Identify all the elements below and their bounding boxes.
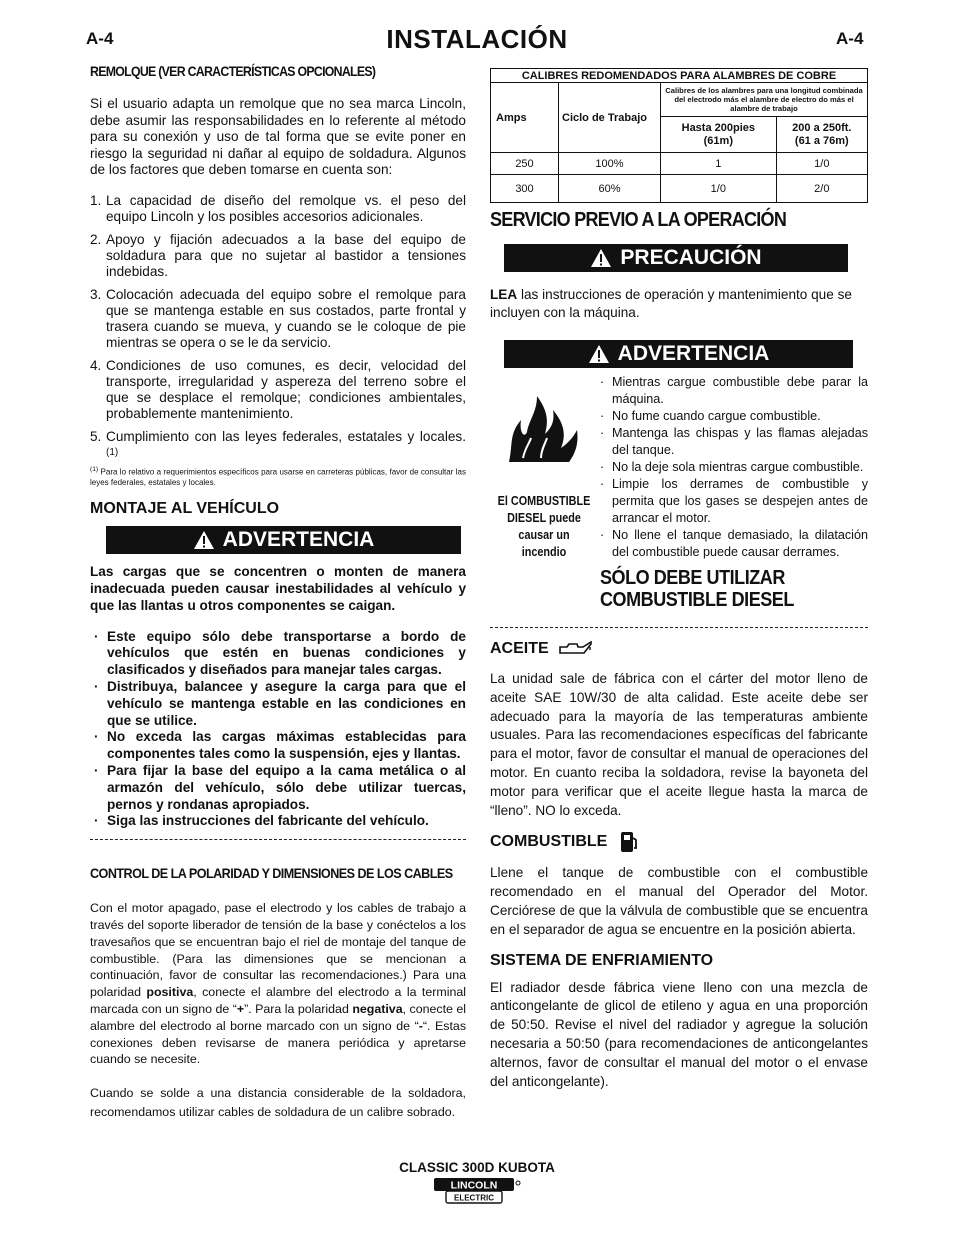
list-item: 2. Apoyo y fijación adecuados a la base del equipo de soldadura para que no sujetar al bastidor a tensiones indebidas.: [90, 231, 466, 279]
page-code-right: A-4: [836, 29, 864, 48]
fuel-safety-list-wrap: [598, 374, 868, 611]
oil-heading: ACEITE: [490, 640, 549, 657]
list-item: · Distribuya, balancee y asegure la carga para que el vehículo se mantenga estable en las condiciones en que se utilice.: [94, 679, 466, 728]
list-item: · Mientras cargue combustible debe parar la máquina.: [600, 375, 868, 406]
cable-size-paragraph: Cuando se solde a una distancia considerable de la soldadora, recomendamos utilizar cables de soldadura de un calibre sobrado.: [90, 1086, 466, 1120]
list-item: · Este equipo sólo debe transportarse a bordo de vehículos que estén en buenas condiciones y clasificados y diseñados para manejar tales cargas.: [94, 628, 466, 678]
list-item: 5. Cumplimiento con las leyes federales, estatales y locales. $^{(1)}$: [90, 428, 466, 458]
footnote-ref: (1): [106, 446, 119, 458]
fuel-warning-banner: [504, 340, 853, 368]
table-header-200-250: 200 a 250ft. (61 a 76m): [776, 117, 867, 153]
oil-heading-row: [490, 640, 868, 658]
fuel-safety-list: [600, 374, 868, 561]
list-item: 4. Condiciones de uso comunes, es decir, velocidad del transporte, irregularidad y aspereza del terreno sobre el que se desplace el remolque; condiciones ambientales, probablemente mantenimiento.: [90, 357, 466, 421]
fire-panel: [490, 374, 598, 611]
trailer-footnote: $^{(1)}$ Para lo relativo a requerimientos específicos para usarse en carreteras públicas, favor de consultar las leyes federales, estatales y locales.: [90, 466, 466, 487]
fuel-warning-body: [490, 374, 868, 611]
fuel-heading-row: [490, 830, 868, 854]
table-header-duty: Ciclo de Trabajo: [559, 83, 661, 153]
vehicle-bullets: [90, 629, 466, 831]
svg-text:LINCOLN: LINCOLN: [450, 1179, 498, 1192]
trailer-intro: Si el usuario adapta un remolque que no sea marca Lincoln, debe asumir las responsabilidades en lo referente al método para su conexión y uso de tal forma que se evite poner en riesgo la seguridad ni dañar al equipo de soldadura. Algunos de los factores que deben tomarse en cuenta son:: [90, 96, 466, 177]
list-item: · Siga las instrucciones del fabricante del vehículo.: [94, 813, 429, 829]
read-instructions: LEA las instrucciones de operación y mantenimiento que se incluyen con la máquina.: [490, 287, 852, 320]
list-item: · No llene el tanque demasiado, la dilatación del combustible puede causar derrames.: [600, 528, 868, 559]
cooling-heading: SISTEMA DE ENFRIAMIENTO: [490, 951, 714, 969]
caution-label: PRECAUCIÓN: [620, 246, 762, 269]
list-item: 3. Colocación adecuada del equipo sobre el remolque para que se mantenga estable en sus costados, parte frontal y trasera cuando se mueva, y cuando se le coloque de pie mientras se opera o se le da servicio.: [90, 286, 466, 350]
polarity-heading: CONTROL DE LA POLARIDAD Y DIMENSIONES DE LOS CABLES: [90, 865, 453, 882]
svg-text:ELECTRIC: ELECTRIC: [454, 1193, 494, 1203]
fire-caption: El COMBUSTIBLE DIESEL puede causar un incendio: [497, 494, 591, 559]
list-item: · Para fijar la base del equipo a la cama metálica o al armazón del vehículo, sólo debe utilizar tuercas, pernos y rondanas apropiados.: [94, 763, 466, 812]
caution-banner: [504, 244, 848, 272]
warning-triangle-icon: [193, 530, 215, 550]
footer-model: CLASSIC 300D KUBOTA: [399, 1160, 555, 1175]
fire-icon: [507, 394, 581, 464]
page-title: INSTALACIÓN: [386, 24, 568, 54]
oil-text: La unidad sale de fábrica con el cárter del motor lleno de aceite SAE 10W/30 de alta calidad. Este aceite debe ser adecuado para la mayoría de las temperaturas ambiente usuales. Para las recomendaciones específicas del fabricante para el motor, favor de consultar el manual de operaciones del motor. En cuanto reciba la soldadora, revise la bayoneta del motor para verificar que el aceite llegue hasta la marca de “lleno”. NO lo exceda.: [490, 671, 868, 818]
list-item: · Limpie los derrames de combustible y permita que los gases se despejen antes de arrancar el motor.: [600, 477, 868, 525]
table-group-header: Calibres de los alambres para una longitud combinada del electrodo más el alambre de electro do más el alambre de trabajo: [661, 83, 868, 117]
vehicle-heading: MONTAJE AL VEHÍCULO: [90, 499, 280, 517]
right-column: [490, 60, 868, 1091]
table-header-up-to-200: Hasta 200pies (61m): [661, 117, 777, 153]
fuel-heading: COMBUSTIBLE: [490, 833, 608, 851]
list-item: · Mantenga las chispas y las flamas alejadas del tanque.: [600, 426, 868, 457]
vehicle-warning-banner: [106, 526, 461, 554]
diesel-only-notice: SÓLO DEBE UTILIZAR COMBUSTIBLE DIESEL: [600, 567, 794, 611]
warning-triangle-icon: [590, 248, 612, 268]
fuel-pump-icon: [619, 830, 639, 854]
list-item: · No la deje sola mientras cargue combustible.: [600, 460, 864, 474]
vehicle-warning-label: ADVERTENCIA: [222, 527, 375, 551]
trailer-heading: REMOLQUE (VER CARACTERÍSTICAS OPCIONALES): [90, 63, 376, 79]
oil-can-icon: [557, 641, 593, 657]
section-divider: [490, 627, 868, 628]
table-row: 300 60% 1/0 2/0: [491, 175, 868, 203]
fuel-warning-label: ADVERTENCIA: [617, 342, 770, 365]
cable-size-table: [490, 68, 868, 203]
lincoln-electric-logo: [432, 1177, 522, 1205]
cooling-text: El radiador desde fábrica viene lleno con una mezcla de anticongelante de glicol de etileno y agua en una proporción de 50:50. Revise el nivel del radiador y agregue la solución necesaria a 50:50 (para recomendaciones de anticongelantes alternos, favor de consultar el manual del motor o el envase del anticongelante).: [490, 979, 868, 1089]
section-divider: [90, 839, 466, 840]
fuel-text: Llene el tanque de combustible con el combustible recomendado en el manual del Operador del Motor. Cerciórese de que la válvula de combustible que se encuentra en el separador de agua se encuentre en la posición abierta.: [490, 865, 868, 937]
list-item: · No exceda las cargas máximas establecidas para componentes tales como la suspensión, ejes y llantas.: [94, 729, 466, 762]
service-heading: SERVICIO PREVIO A LA OPERACIÓN: [490, 209, 787, 231]
table-header-amps: Amps: [491, 83, 559, 153]
list-item: 1. La capacidad de diseño del remolque vs. el peso del equipo Lincoln y los posibles accesorios adicionales.: [90, 192, 466, 224]
list-item: · No fume cuando cargue combustible.: [600, 409, 821, 423]
warning-triangle-icon: [588, 344, 610, 364]
page-code-left: A-4: [86, 29, 114, 48]
trailer-list: [90, 193, 466, 465]
left-column: [90, 60, 466, 1122]
table-title: CALIBRES REDOMENDADOS PARA ALAMBRES DE COBRE: [491, 69, 868, 83]
polarity-paragraph: Con el motor apagado, pase el electrodo y los cables de trabajo a través del soporte liberador de tensión de la base y conéctelos a los travesaños que se encuentran bajo el riel de montaje del tanque de combustible. (Para las dimensiones que se mencionan a continuación, favor de consultar las recomendaciones.) Para una polaridad positiva, conecte el alambre del electrodo a la terminal marcada con un signo de “+”. Para la polaridad negativa, conecte el alambre del electrodo al borne marcado con un signo de “-“. Estas conexiones deben revisarse de manera periódica y apretarse cuando se necesite.: [90, 901, 467, 1067]
vehicle-intro: Las cargas que se concentren o monten de manera inadecuada pueden causar inestabilidades al vehículo y que las llantas u otros componentes se caigan.: [90, 563, 466, 613]
table-row: 250 100% 1 1/0: [491, 153, 868, 175]
